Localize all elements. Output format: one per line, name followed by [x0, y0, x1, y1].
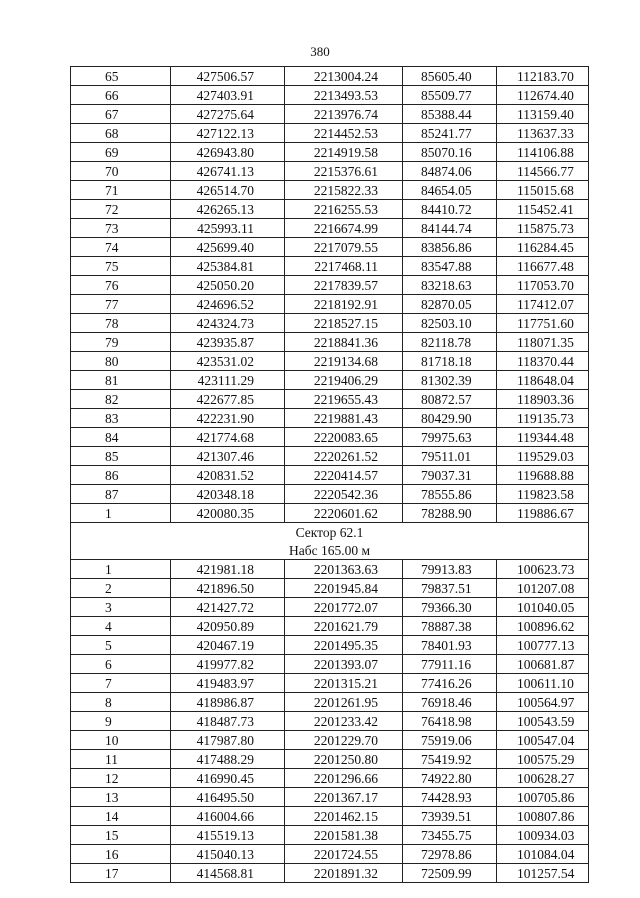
coord-x2-cell: 84410.72: [403, 200, 497, 219]
coord-y2-cell: 112674.40: [497, 86, 589, 105]
coord-y2-cell: 117751.60: [497, 314, 589, 333]
table-row: [71, 295, 589, 314]
coord-x2-cell: 83218.63: [403, 276, 497, 295]
coord-x1-cell: 426265.13: [171, 200, 285, 219]
coord-x2-cell: 84654.05: [403, 181, 497, 200]
coord-x1-cell: 415040.13: [171, 845, 285, 864]
point-number-cell: 77: [71, 295, 171, 314]
table-row: [71, 314, 589, 333]
coord-y2-cell: 114106.88: [497, 143, 589, 162]
coord-x1-cell: 423111.29: [171, 371, 285, 390]
point-number-cell: 76: [71, 276, 171, 295]
table-row: [71, 333, 589, 352]
point-number-cell: 80: [71, 352, 171, 371]
coord-y2-cell: 100564.97: [497, 693, 589, 712]
table-section-b: [71, 560, 589, 883]
point-number-cell: 16: [71, 845, 171, 864]
coord-y1-cell: 2220601.62: [285, 504, 403, 523]
coord-y1-cell: 2201229.70: [285, 731, 403, 750]
coord-y1-cell: 2201891.32: [285, 864, 403, 883]
point-number-cell: 9: [71, 712, 171, 731]
coord-y1-cell: 2219406.29: [285, 371, 403, 390]
point-number-cell: 5: [71, 636, 171, 655]
point-number-cell: 66: [71, 86, 171, 105]
coord-y2-cell: 100543.59: [497, 712, 589, 731]
point-number-cell: 75: [71, 257, 171, 276]
coord-y1-cell: 2201296.66: [285, 769, 403, 788]
point-number-cell: 12: [71, 769, 171, 788]
table-row: [71, 466, 589, 485]
table-row: [71, 579, 589, 598]
coord-y2-cell: 118370.44: [497, 352, 589, 371]
coord-x1-cell: 420348.18: [171, 485, 285, 504]
coord-x2-cell: 85509.77: [403, 86, 497, 105]
sector-height: Набс 165.00 м: [71, 541, 589, 560]
coord-x2-cell: 81718.18: [403, 352, 497, 371]
coord-x1-cell: 416495.50: [171, 788, 285, 807]
coord-y1-cell: 2201621.79: [285, 617, 403, 636]
point-number-cell: 85: [71, 447, 171, 466]
table-row: [71, 447, 589, 466]
coord-x1-cell: 426514.70: [171, 181, 285, 200]
coord-y2-cell: 100681.87: [497, 655, 589, 674]
coord-x1-cell: 424696.52: [171, 295, 285, 314]
coord-y1-cell: 2220261.52: [285, 447, 403, 466]
point-number-cell: 81: [71, 371, 171, 390]
coord-y1-cell: 2201462.15: [285, 807, 403, 826]
table-row: [71, 485, 589, 504]
coord-x1-cell: 416004.66: [171, 807, 285, 826]
coord-x1-cell: 414568.81: [171, 864, 285, 883]
coord-y2-cell: 118648.04: [497, 371, 589, 390]
table-row: [71, 409, 589, 428]
coord-y1-cell: 2218192.91: [285, 295, 403, 314]
coord-x1-cell: 419483.97: [171, 674, 285, 693]
coord-x1-cell: 423531.02: [171, 352, 285, 371]
point-number-cell: 87: [71, 485, 171, 504]
coord-x1-cell: 417488.29: [171, 750, 285, 769]
coord-y1-cell: 2213004.24: [285, 67, 403, 86]
coord-x1-cell: 421427.72: [171, 598, 285, 617]
coord-y2-cell: 101207.08: [497, 579, 589, 598]
coord-x2-cell: 76418.98: [403, 712, 497, 731]
table-row: [71, 200, 589, 219]
coordinates-table: [70, 66, 589, 883]
point-number-cell: 13: [71, 788, 171, 807]
coord-x2-cell: 79511.01: [403, 447, 497, 466]
coord-x2-cell: 78401.93: [403, 636, 497, 655]
coord-y2-cell: 119529.03: [497, 447, 589, 466]
table-row: [71, 181, 589, 200]
coord-x2-cell: 73455.75: [403, 826, 497, 845]
coord-x1-cell: 426741.13: [171, 162, 285, 181]
coord-x2-cell: 78288.90: [403, 504, 497, 523]
coord-y2-cell: 101084.04: [497, 845, 589, 864]
coord-y1-cell: 2201945.84: [285, 579, 403, 598]
point-number-cell: 72: [71, 200, 171, 219]
page-number: 380: [310, 44, 330, 59]
coord-y1-cell: 2201495.35: [285, 636, 403, 655]
coord-x2-cell: 84144.74: [403, 219, 497, 238]
coord-x1-cell: 420950.89: [171, 617, 285, 636]
coord-x2-cell: 77911.16: [403, 655, 497, 674]
point-number-cell: 1: [71, 504, 171, 523]
coord-y2-cell: 117412.07: [497, 295, 589, 314]
coord-y2-cell: 119135.73: [497, 409, 589, 428]
point-number-cell: 8: [71, 693, 171, 712]
table-row: [71, 636, 589, 655]
coord-y1-cell: 2220083.65: [285, 428, 403, 447]
coord-x2-cell: 85070.16: [403, 143, 497, 162]
coord-x1-cell: 419977.82: [171, 655, 285, 674]
coord-x2-cell: 79913.83: [403, 560, 497, 579]
coord-y2-cell: 100611.10: [497, 674, 589, 693]
coord-x1-cell: 423935.87: [171, 333, 285, 352]
coord-x2-cell: 84874.06: [403, 162, 497, 181]
coord-y2-cell: 113159.40: [497, 105, 589, 124]
table-row: [71, 598, 589, 617]
coord-x2-cell: 85241.77: [403, 124, 497, 143]
coord-x1-cell: 426943.80: [171, 143, 285, 162]
table-row: [71, 788, 589, 807]
coord-x2-cell: 73939.51: [403, 807, 497, 826]
coord-y2-cell: 119344.48: [497, 428, 589, 447]
table-row: [71, 864, 589, 883]
coord-x1-cell: 421896.50: [171, 579, 285, 598]
point-number-cell: 1: [71, 560, 171, 579]
coord-y1-cell: 2201363.63: [285, 560, 403, 579]
coord-x1-cell: 421307.46: [171, 447, 285, 466]
coord-y1-cell: 2214919.58: [285, 143, 403, 162]
table-row: [71, 655, 589, 674]
point-number-cell: 15: [71, 826, 171, 845]
coord-x2-cell: 83856.86: [403, 238, 497, 257]
coord-x1-cell: 427122.13: [171, 124, 285, 143]
coord-y1-cell: 2219655.43: [285, 390, 403, 409]
coord-x2-cell: 76918.46: [403, 693, 497, 712]
table-row: [71, 617, 589, 636]
sector-title: Сектор 62.1: [71, 523, 589, 542]
point-number-cell: 68: [71, 124, 171, 143]
table-row: [71, 826, 589, 845]
coord-x2-cell: 79975.63: [403, 428, 497, 447]
point-number-cell: 78: [71, 314, 171, 333]
coord-y2-cell: 112183.70: [497, 67, 589, 86]
coord-y2-cell: 117053.70: [497, 276, 589, 295]
coord-x1-cell: 427403.91: [171, 86, 285, 105]
coord-x1-cell: 421774.68: [171, 428, 285, 447]
coord-x2-cell: 80872.57: [403, 390, 497, 409]
coord-y1-cell: 2216255.53: [285, 200, 403, 219]
coord-y1-cell: 2219881.43: [285, 409, 403, 428]
coord-y1-cell: 2219134.68: [285, 352, 403, 371]
point-number-cell: 73: [71, 219, 171, 238]
coord-y2-cell: 100934.03: [497, 826, 589, 845]
coord-x2-cell: 78555.86: [403, 485, 497, 504]
coord-y1-cell: 2201581.38: [285, 826, 403, 845]
point-number-cell: 10: [71, 731, 171, 750]
coord-x1-cell: 420831.52: [171, 466, 285, 485]
point-number-cell: 84: [71, 428, 171, 447]
coord-x2-cell: 72978.86: [403, 845, 497, 864]
table-row: [71, 731, 589, 750]
coord-y2-cell: 100575.29: [497, 750, 589, 769]
table-row: [71, 105, 589, 124]
coord-x2-cell: 85605.40: [403, 67, 497, 86]
coord-y1-cell: 2201367.17: [285, 788, 403, 807]
coord-y1-cell: 2217079.55: [285, 238, 403, 257]
coord-x2-cell: 80429.90: [403, 409, 497, 428]
coord-x1-cell: 425993.11: [171, 219, 285, 238]
table-row: [71, 428, 589, 447]
coord-y1-cell: 2201250.80: [285, 750, 403, 769]
coord-y2-cell: 100547.04: [497, 731, 589, 750]
coord-y2-cell: 100628.27: [497, 769, 589, 788]
table-row: [71, 257, 589, 276]
coord-y2-cell: 101257.54: [497, 864, 589, 883]
point-number-cell: 82: [71, 390, 171, 409]
coord-y2-cell: 115015.68: [497, 181, 589, 200]
coord-x1-cell: 421981.18: [171, 560, 285, 579]
coord-x1-cell: 425384.81: [171, 257, 285, 276]
coord-x1-cell: 420080.35: [171, 504, 285, 523]
coord-x2-cell: 83547.88: [403, 257, 497, 276]
point-number-cell: 74: [71, 238, 171, 257]
coord-y2-cell: 116677.48: [497, 257, 589, 276]
coord-x2-cell: 74922.80: [403, 769, 497, 788]
coord-x1-cell: 420467.19: [171, 636, 285, 655]
coord-x2-cell: 81302.39: [403, 371, 497, 390]
coord-y1-cell: 2218841.36: [285, 333, 403, 352]
coord-y2-cell: 115452.41: [497, 200, 589, 219]
table-row: [71, 86, 589, 105]
point-number-cell: 4: [71, 617, 171, 636]
table-row: [71, 352, 589, 371]
coord-y2-cell: 100807.86: [497, 807, 589, 826]
coord-y2-cell: 113637.33: [497, 124, 589, 143]
table-row: [71, 504, 589, 523]
coord-x2-cell: 79366.30: [403, 598, 497, 617]
coord-y2-cell: 101040.05: [497, 598, 589, 617]
coord-y2-cell: 119823.58: [497, 485, 589, 504]
table-row: [71, 674, 589, 693]
coord-y1-cell: 2201724.55: [285, 845, 403, 864]
coord-x2-cell: 74428.93: [403, 788, 497, 807]
coord-y1-cell: 2215822.33: [285, 181, 403, 200]
coord-x2-cell: 72509.99: [403, 864, 497, 883]
table-row: [71, 693, 589, 712]
coord-x2-cell: 75419.92: [403, 750, 497, 769]
table-row: [71, 712, 589, 731]
coord-y2-cell: 118903.36: [497, 390, 589, 409]
coord-y1-cell: 2217839.57: [285, 276, 403, 295]
table-row: [71, 390, 589, 409]
table-row: [71, 560, 589, 579]
point-number-cell: 79: [71, 333, 171, 352]
coord-x1-cell: 422677.85: [171, 390, 285, 409]
coord-y2-cell: 118071.35: [497, 333, 589, 352]
coord-y1-cell: 2201315.21: [285, 674, 403, 693]
point-number-cell: 86: [71, 466, 171, 485]
point-number-cell: 71: [71, 181, 171, 200]
coord-y1-cell: 2201261.95: [285, 693, 403, 712]
coord-y1-cell: 2220542.36: [285, 485, 403, 504]
point-number-cell: 14: [71, 807, 171, 826]
coord-y2-cell: 100896.62: [497, 617, 589, 636]
coord-x1-cell: 427506.57: [171, 67, 285, 86]
table-row: [71, 238, 589, 257]
coord-y2-cell: 119886.67: [497, 504, 589, 523]
table-row: [71, 845, 589, 864]
sector-header: [71, 523, 589, 560]
coord-x2-cell: 79037.31: [403, 466, 497, 485]
coord-y1-cell: 2214452.53: [285, 124, 403, 143]
coord-x2-cell: 78887.38: [403, 617, 497, 636]
coord-x2-cell: 82503.10: [403, 314, 497, 333]
coord-y1-cell: 2220414.57: [285, 466, 403, 485]
coord-y1-cell: 2213976.74: [285, 105, 403, 124]
coord-x2-cell: 77416.26: [403, 674, 497, 693]
point-number-cell: 70: [71, 162, 171, 181]
coord-x1-cell: 418986.87: [171, 693, 285, 712]
coord-y1-cell: 2217468.11: [285, 257, 403, 276]
coord-y2-cell: 115875.73: [497, 219, 589, 238]
coord-x1-cell: 422231.90: [171, 409, 285, 428]
coord-y1-cell: 2201233.42: [285, 712, 403, 731]
coord-x1-cell: 425050.20: [171, 276, 285, 295]
coord-y1-cell: 2213493.53: [285, 86, 403, 105]
coord-y2-cell: 116284.45: [497, 238, 589, 257]
table-row: [71, 276, 589, 295]
point-number-cell: 83: [71, 409, 171, 428]
coord-x1-cell: 427275.64: [171, 105, 285, 124]
table-row: [71, 124, 589, 143]
table-row: [71, 67, 589, 86]
table-row: [71, 371, 589, 390]
table-row: [71, 750, 589, 769]
coord-x2-cell: 75919.06: [403, 731, 497, 750]
coord-x1-cell: 417987.80: [171, 731, 285, 750]
coord-y1-cell: 2201772.07: [285, 598, 403, 617]
point-number-cell: 69: [71, 143, 171, 162]
coord-x1-cell: 416990.45: [171, 769, 285, 788]
coord-y2-cell: 100705.86: [497, 788, 589, 807]
table-row: [71, 219, 589, 238]
table-row: [71, 769, 589, 788]
coord-x2-cell: 82870.05: [403, 295, 497, 314]
point-number-cell: 17: [71, 864, 171, 883]
point-number-cell: 65: [71, 67, 171, 86]
table-row: [71, 162, 589, 181]
coord-y1-cell: 2215376.61: [285, 162, 403, 181]
point-number-cell: 7: [71, 674, 171, 693]
point-number-cell: 3: [71, 598, 171, 617]
coord-y1-cell: 2218527.15: [285, 314, 403, 333]
point-number-cell: 67: [71, 105, 171, 124]
coord-y1-cell: 2216674.99: [285, 219, 403, 238]
point-number-cell: 11: [71, 750, 171, 769]
coord-y2-cell: 100623.73: [497, 560, 589, 579]
coord-y2-cell: 119688.88: [497, 466, 589, 485]
coord-x2-cell: 82118.78: [403, 333, 497, 352]
coord-x1-cell: 425699.40: [171, 238, 285, 257]
coord-y1-cell: 2201393.07: [285, 655, 403, 674]
coord-x1-cell: 424324.73: [171, 314, 285, 333]
coord-y2-cell: 114566.77: [497, 162, 589, 181]
coord-x1-cell: 418487.73: [171, 712, 285, 731]
coord-x2-cell: 79837.51: [403, 579, 497, 598]
coord-x2-cell: 85388.44: [403, 105, 497, 124]
coord-x1-cell: 415519.13: [171, 826, 285, 845]
table-section-a: [71, 67, 589, 523]
table-row: [71, 143, 589, 162]
point-number-cell: 2: [71, 579, 171, 598]
table-row: [71, 807, 589, 826]
coord-y2-cell: 100777.13: [497, 636, 589, 655]
point-number-cell: 6: [71, 655, 171, 674]
